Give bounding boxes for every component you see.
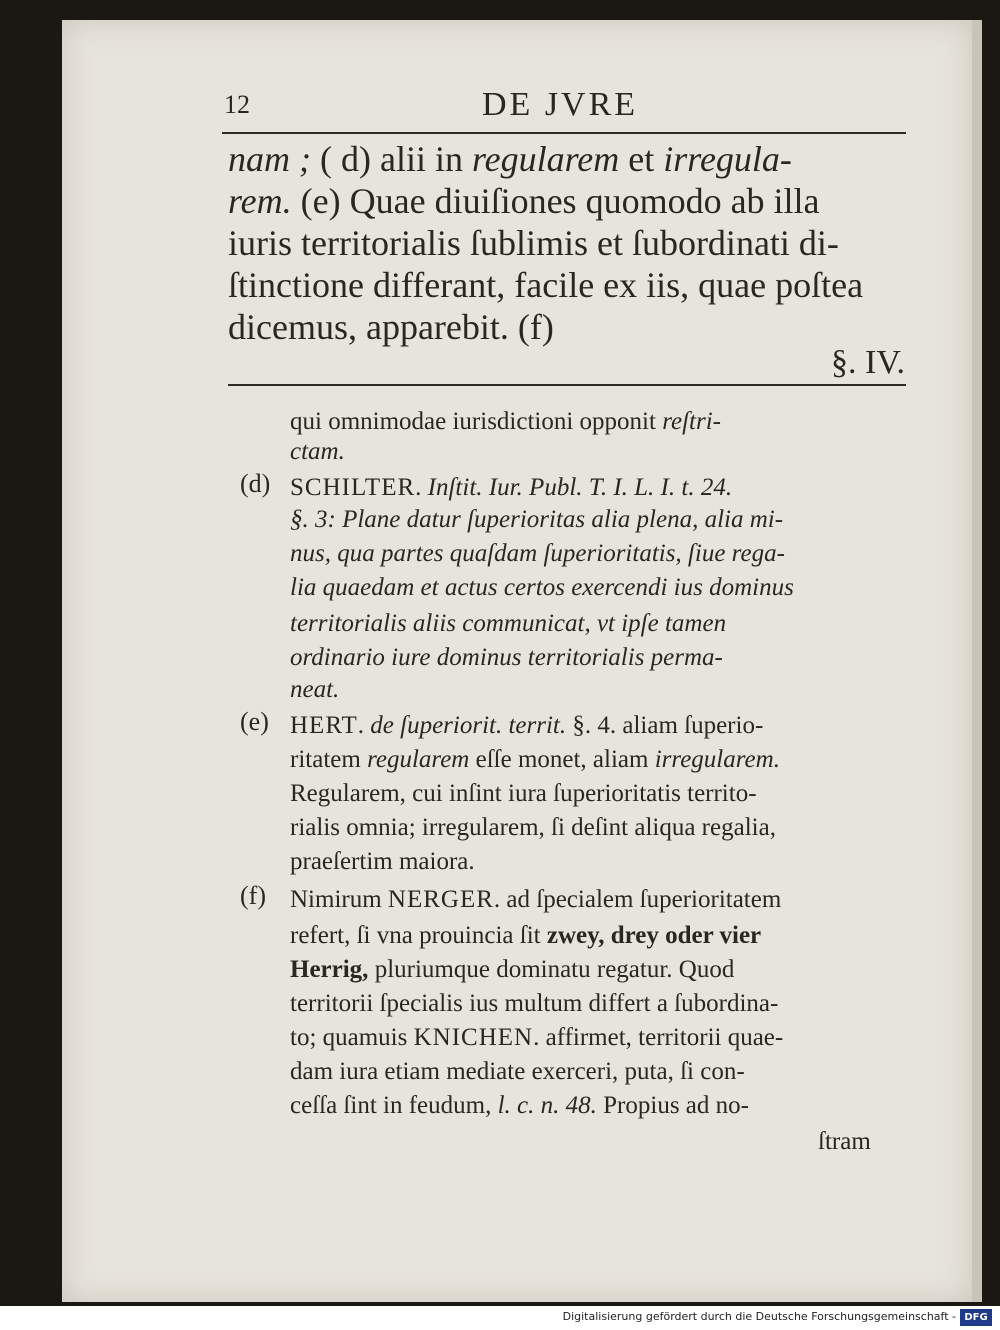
footnote-f-line-2: refert, ſi vna prouincia ſit zwey, drey oder vier — [290, 922, 762, 949]
footnote-e-line-3: Regularem, cui inſint iura ſuperioritatis territo- — [290, 780, 757, 807]
footer-bar — [0, 1306, 1000, 1330]
footnote-e-line-4: rialis omnia; irregularem, ſi deſint aliqua regalia, — [290, 814, 776, 841]
page-number: 12 — [224, 90, 250, 119]
footnote-cont-line-2: ctam. — [290, 438, 345, 465]
footnote-f-line-6: dam iura etiam mediate exerceri, puta, ſi con- — [290, 1058, 745, 1085]
footnote-d-line-1: SCHILTER. Inſtit. Iur. Publ. T. I. L. I. t. 24. — [290, 474, 733, 501]
footnote-d-line-6: ordinario iure dominus territorialis perma- — [290, 644, 723, 671]
footnote-f-line-1: Nimirum NERGER. ad ſpecialem ſuperioritatem — [290, 886, 782, 913]
header-rule — [222, 132, 906, 134]
footnote-rule — [228, 384, 906, 386]
main-line-2: rem. (e) Quae diuiſiones quomodo ab illa — [228, 181, 820, 221]
footnote-e-mark: (e) — [240, 707, 269, 736]
main-line-5: dicemus, apparebit. (f) — [228, 307, 554, 347]
dfg-logo: DFG — [960, 1309, 992, 1326]
footnote-e-line-1: HERT. de ſuperiorit. territ. §. 4. aliam ſuperio- — [290, 712, 764, 739]
main-line-1: nam ; ( d) alii in regularem et irregula- — [228, 139, 792, 179]
footnote-f-line-4: territorii ſpecialis ius multum differt a ſubordina- — [290, 990, 779, 1017]
footnote-f-line-7: ceſſa ſint in feudum, l. c. n. 48. Propius ad no- — [290, 1092, 749, 1119]
footnote-f-line-3: Herrig, pluriumque dominatu regatur. Quod — [290, 956, 735, 983]
footnote-d-line-7: neat. — [290, 676, 340, 703]
footnote-f-mark: (f) — [240, 881, 266, 910]
section-mark: §. IV. — [831, 344, 905, 381]
footnote-d-line-3: nus, qua partes quaſdam ſuperioritatis, ſiue rega- — [290, 540, 785, 567]
footnote-f-line-8: ſtram — [818, 1128, 871, 1155]
footnote-f-line-5: to; quamuis KNICHEN. affirmet, territorii quae- — [290, 1024, 784, 1051]
main-line-4: ſtinctione differant, facile ex iis, quae poſtea — [228, 265, 864, 305]
running-title: DE JVRE — [482, 86, 639, 123]
footnote-d-line-5: territorialis aliis communicat, vt ipſe tamen — [290, 610, 727, 637]
footnote-d-line-4: lia quaedam et actus certos exercendi ius dominus — [290, 574, 794, 601]
funding-credit: Digitalisierung gefördert durch die Deutsche Forschungsgemeinschaft - — [562, 1310, 956, 1323]
footnote-e-line-2: ritatem regularem eſſe monet, aliam irregularem. — [290, 746, 780, 773]
footnote-e-line-5: praeſertim maiora. — [290, 848, 475, 875]
footnote-cont-line-1: qui omnimodae iurisdictioni opponit reſtri- — [290, 408, 721, 435]
footnote-d-line-2: §. 3: Plane datur ſuperioritas alia plena, alia mi- — [290, 506, 784, 533]
main-line-3: iuris territorialis ſublimis et ſubordinati di- — [228, 223, 839, 263]
page-edge — [972, 20, 982, 1302]
footnote-d-mark: (d) — [240, 469, 271, 498]
